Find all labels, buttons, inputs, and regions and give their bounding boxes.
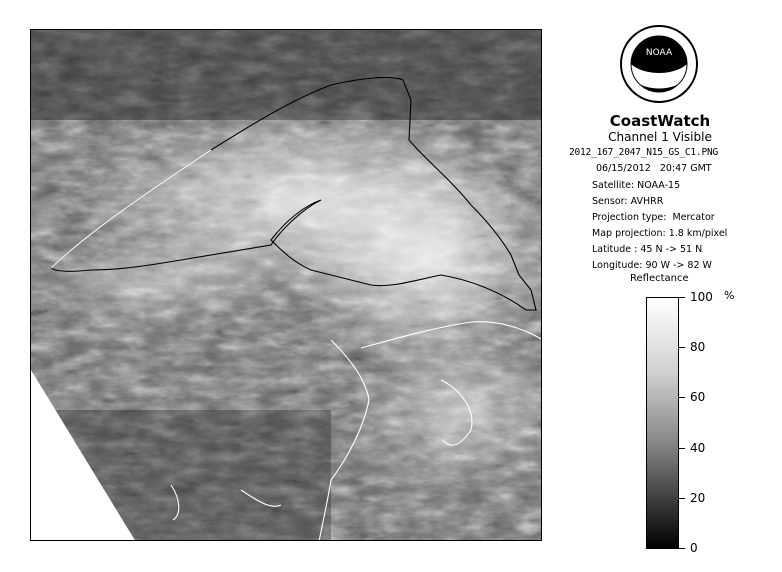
datetime-label: 06/15/2012 20:47 GMT — [596, 163, 712, 174]
satellite-image-svg — [31, 30, 542, 541]
filename-label: 2012_167_2047_N15_GS_C1.PNG — [569, 147, 719, 158]
colorbar-tick — [679, 347, 685, 348]
projection-label: Projection type: Mercator — [592, 212, 715, 223]
colorbar-tick-label: 60 — [690, 390, 706, 404]
legend-unit: % — [724, 289, 735, 302]
legend-title: Reflectance — [630, 273, 689, 284]
colorbar-tick-label: 0 — [690, 541, 698, 555]
satellite-label: Satellite: NOAA-15 — [592, 180, 681, 191]
colorbar-tick — [679, 297, 685, 298]
logo-text: NOAA — [645, 48, 673, 58]
colorbar-tick-label: 20 — [690, 491, 706, 505]
latitude-label: Latitude : 45 N -> 51 N — [592, 244, 703, 255]
colorbar-tick-label: 80 — [690, 340, 706, 354]
noaa-logo-icon — [619, 24, 699, 104]
colorbar-tick-label: 100 — [690, 290, 713, 304]
colorbar-tick-label: 40 — [690, 441, 706, 455]
colorbar-tick — [679, 448, 685, 449]
colorbar-tick — [679, 397, 685, 398]
satellite-image — [30, 29, 542, 541]
brand-title: CoastWatch — [609, 112, 711, 130]
channel-label: Channel 1 Visible — [608, 130, 712, 144]
sensor-label: Sensor: AVHRR — [592, 196, 664, 207]
map-projection-label: Map projection: 1.8 km/pixel — [592, 228, 728, 239]
colorbar-tick — [679, 548, 685, 549]
reflectance-colorbar — [646, 297, 679, 549]
longitude-label: Longitude: 90 W -> 82 W — [592, 260, 712, 271]
colorbar-tick — [679, 498, 685, 499]
